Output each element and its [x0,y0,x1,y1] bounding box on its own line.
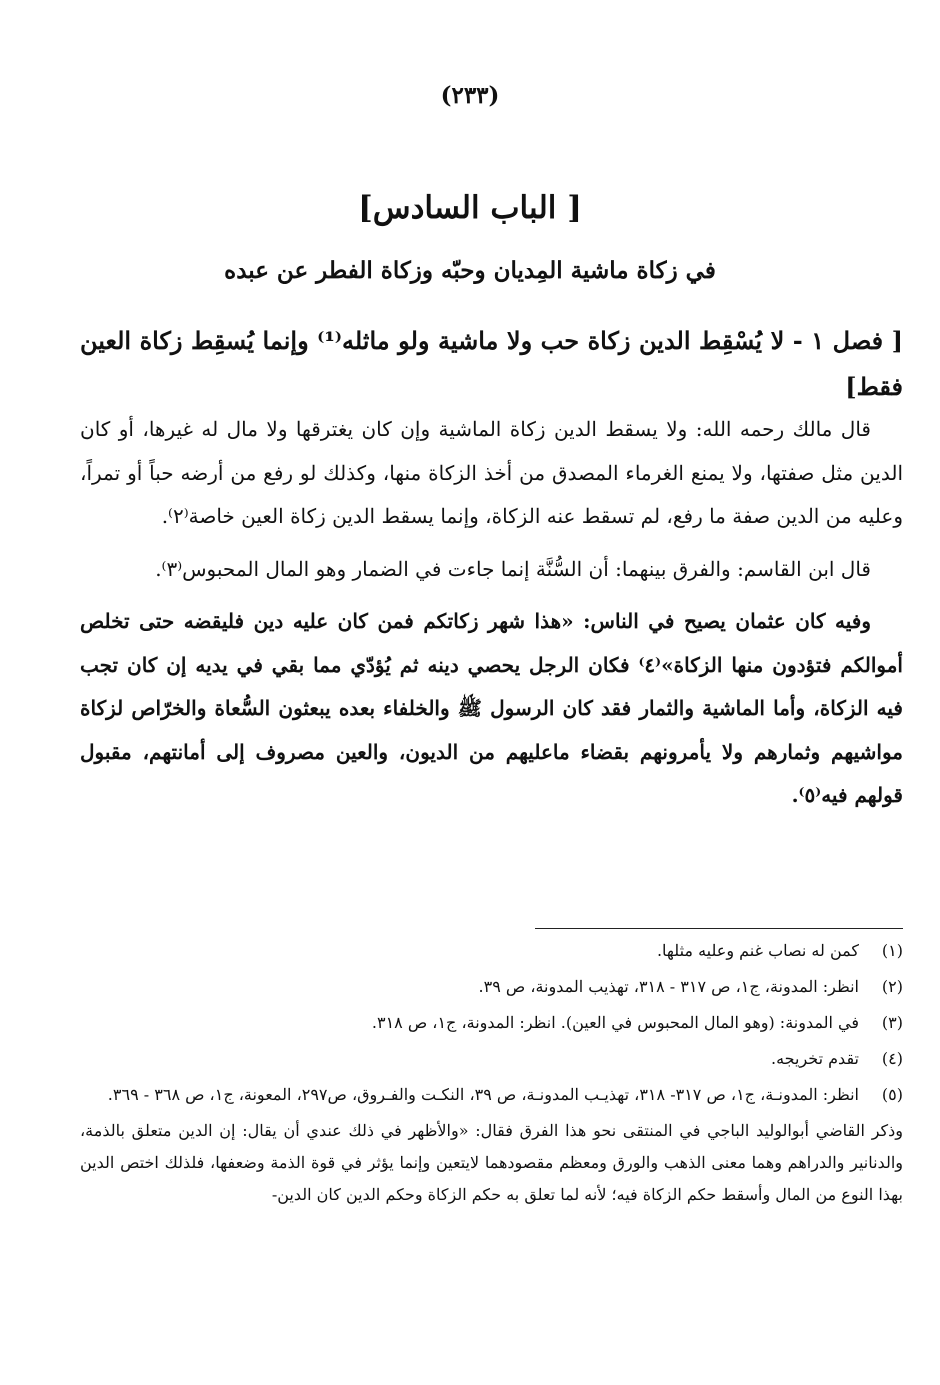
footnote-continuation [80,1115,903,1211]
footnote-number: (٤) [881,1049,903,1068]
chapter-subtitle: في زكاة ماشية المِديان وحبّه وزكاة الفطر عن عبده [224,257,716,284]
footnote-number: (٣) [881,1013,903,1032]
footnote-number: (٥) [881,1085,903,1104]
main-text [80,408,903,827]
footnote-item [80,1079,903,1111]
footnote-text: انظر: المدونة، ج١، ص ٣١٧ - ٣١٨، تهذيب المدونة، ص ٣٩. [478,977,859,996]
paragraph-ibn-alqasim: قال ابن القاسم: والفرق بينهما: أن السُّنَّة إنما جاءت في الضمار وهو المال المحبوس⁽٣⁾. [155,556,871,581]
footnotes [80,935,903,1215]
page-number: (٢٣٣) [440,82,500,109]
footnote-text: انظر: المدونـة، ج١، ص ٣١٧- ٣١٨، تهذيـب المدونـة، ص ٣٩، النكـت والفـروق، ص٢٩٧، المعونة، ج١، ص ٣٦٨ - ٣٦٩. [107,1085,859,1104]
paragraph-uthman: وفيه كان عثمان يصيح في الناس: «هذا شهر زكاتكم فمن كان عليه دين فليقضه حتى تخلص أموالكم فتؤدون منها الزكاة»⁽٤⁾ فكان الرجل يحصي دينه ثم يُؤدّي مما بقي في يديه إن كان تجب فيه الزكاة، وأما الماشية والثمار فقد كان الرسول ﷺ والخلفاء بعده يبعثون السُّعاة والخرّاص لزكاة مواشيهم وثمارهم ولا يأمرونهم بقضاء ماعليهم من الديون، والعين مصروف إلى أمانتهم، مقبول قولهم فيه⁽٥⁾. [80,609,903,807]
footnote-item [80,971,903,1003]
footnote-text: في المدونة: (وهو المال المحبوس في العين). انظر: المدونة، ج١، ص ٣١٨. [371,1013,859,1032]
footnote-extra-text: وذكر القاضي أبوالوليد الباجي في المنتقى نحو هذا الفرق فقال: «والأظهر في ذلك عندي أن يقال: إن الدين متعلق بالذمة، والدنانير والدراهم وهما معنى الذهب والورق ومعظم مقصودهما لايتعين وإنما يؤثر في قوة الذمة وضعفها، فلذلك اختص الدين بهذا النوع من المال وأسقط حكم الزكاة فيه؛ لأنه لما تعلق به حكم الزكاة وحكم الدين كان الدين- [80,1121,904,1204]
section-heading: [ فصل ١ - لا يُسْقِط الدين زكاة حب ولا ماشية ولو ماثله⁽¹⁾ وإنما يُسقِط زكاة العين فقط] [80,326,904,401]
footnote-text: تقدم تخريجه. [771,1049,859,1068]
chapter-title: [ الباب السادس] [358,190,582,226]
footnote-item [80,1007,903,1039]
footnote-number: (٢) [881,977,903,996]
footnote-item [80,935,903,967]
footnote-separator [535,928,903,929]
paragraph-malik: قال مالك رحمه الله: ولا يسقط الدين زكاة الماشية وإن كان يغترقها ولا مال له غيرها، أو كان الدين مثل صفتها، ولا يمنع الغرماء المصدق من أخذ الزكاة منها، وكذلك لو رفع من أرضه حباً أو تمراً، وعليه من الدين صفة ما رفع، لم تسقط عنه الزكاة، وإنما يسقط الدين زكاة العين خاصة⁽٢⁾. [80,417,903,528]
footnote-text: كمن له نصاب غنم وعليه مثلها. [656,941,859,960]
footnote-number: (١) [881,941,903,960]
footnote-item [80,1043,903,1075]
